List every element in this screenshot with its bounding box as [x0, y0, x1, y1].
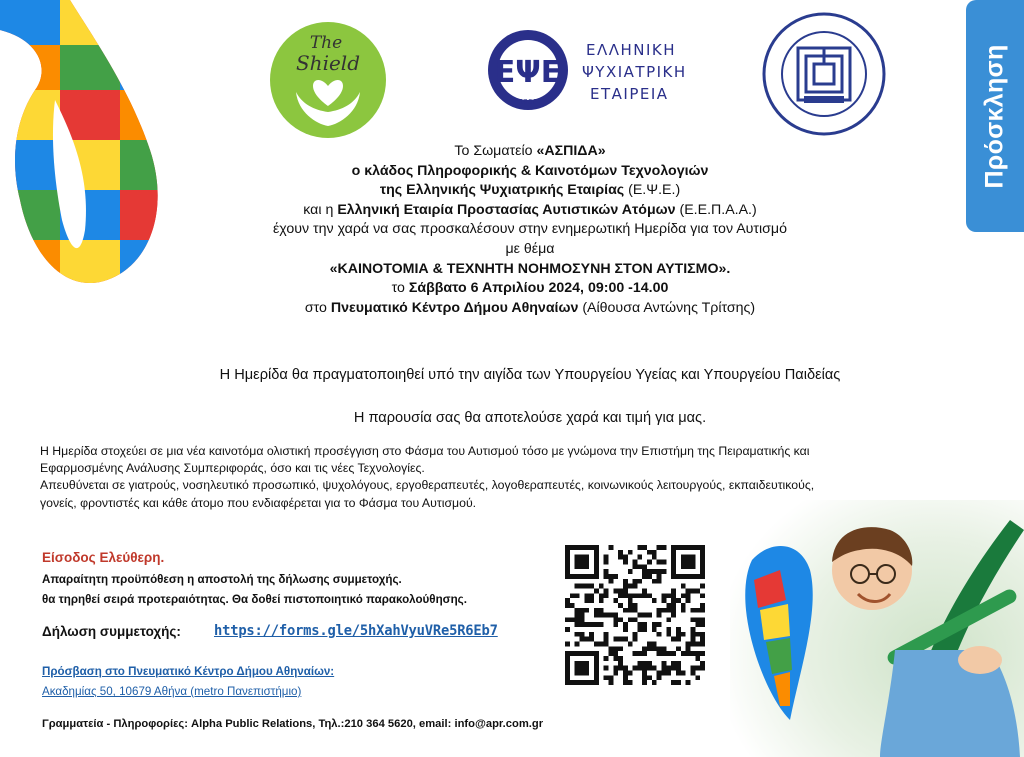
- intro-line-2: ο κλάδος Πληροφορικής & Καινοτόμων Τεχνολογιών: [351, 162, 709, 179]
- the-shield-logo: [258, 20, 398, 140]
- registration-requirement: Απαραίτητη προϋπόθεση η αποστολή της δήλωσης συμμετοχής.: [42, 573, 402, 586]
- svg-text:ΨΥΧΙΑΤΡΙΚΗ: ΨΥΧΙΑΤΡΙΚΗ: [582, 63, 687, 81]
- puzzle-ribbon-image: [0, 0, 180, 290]
- svg-text:1986: 1986: [519, 98, 537, 106]
- description-line: γονείς, φροντιστές και κάθε άτομο που ενδιαφέρεται για το Φάσμα του Αυτισμού.: [40, 495, 477, 510]
- child-photo-image: [730, 500, 1024, 757]
- registration-label: Δήλωση συμμετοχής:: [42, 624, 181, 639]
- svg-text:Shield: Shield: [295, 51, 361, 75]
- intro-line-3: της Ελληνικής Ψυχιατρικής Εταιρίας (Ε.Ψ.Ε.): [379, 182, 681, 199]
- hellenic-psychiatric-association-logo: [486, 22, 716, 122]
- description-line: Η Ημερίδα στοχεύει σε μια νέα καινοτόμα ολιστική προσέγγιση στο Φάσμα του Αυτισμού τόσο με γνώμονα την Επιστήμη της Πειραματικής και: [40, 444, 810, 458]
- venue-access-link[interactable]: Πρόσβαση στο Πνευματικό Κέντρο Δήμου Αθηναίων:: [42, 665, 335, 678]
- svg-text:The: The: [309, 33, 343, 53]
- description-line: Απευθύνεται σε γιατρούς, νοσηλευτικό προσωπικό, ψυχολόγους, εργοθεραπευτές, λογοθεραπευτές, κοινωνικούς λειτουργούς, εκπαιδευτικούς,: [40, 478, 815, 493]
- svg-text:ΕΨΕ: ΕΨΕ: [494, 55, 562, 90]
- intro-line-4: και η Ελληνική Εταιρία Προστασίας Αυτιστικών Ατόμων (Ε.Ε.Π.Α.Α.): [303, 201, 757, 218]
- intro-line-6: με θέμα: [505, 240, 555, 257]
- aegis-statement: Η Ημερίδα θα πραγματοποιηθεί υπό την αιγίδα των Υπουργείου Υγείας και Υπουργείου Παιδείας: [219, 367, 841, 383]
- intro-line-1: Το Σωματείο «ΑΣΠΙΔΑ»: [454, 143, 606, 159]
- svg-text:ΕΛΛΗΝΙΚΗ: ΕΛΛΗΝΙΚΗ: [586, 41, 677, 59]
- description-line: Εφαρμοσμένης Ανάλυσης Συμπεριφοράς, όσο και τις νέες Τεχνολογίες.: [40, 461, 425, 476]
- qr-code-image[interactable]: [565, 545, 705, 685]
- event-venue: στο Πνευματικό Κέντρο Δήμου Αθηναίων (Αίθουσα Αντώνης Τρίτσης): [304, 299, 756, 316]
- eepaa-seal-logo: [760, 10, 888, 138]
- invitation-tab: [966, 0, 1024, 232]
- free-entry-label: Είσοδος Ελεύθερη.: [42, 550, 165, 565]
- secretariat-contact: Γραμματεία - Πληροφορίες: Alpha Public Relations, Τηλ.:210 364 5620, email: info@apr.com.gr: [42, 718, 544, 730]
- event-date: το Σάββατο 6 Απριλίου 2024, 09:00 -14.00: [391, 280, 669, 297]
- presence-statement: Η παρουσία σας θα αποτελούσε χαρά και τιμή για μας.: [353, 410, 707, 426]
- intro-line-5: έχουν την χαρά να σας προσκαλέσουν στην ενημερωτική Ημερίδα για τον Αυτισμό: [272, 221, 788, 238]
- venue-address-link[interactable]: Ακαδημίας 50, 10679 Αθήνα (metro Πανεπιστήμιο): [42, 685, 302, 698]
- invitation-intro: [160, 142, 900, 318]
- event-theme: «ΚΑΙΝΟΤΟΜΙΑ & ΤΕΧΝΗΤΗ ΝΟΗΜΟΣΥΝΗ ΣΤΟΝ ΑΥΤΙΣΜΟ».: [329, 260, 731, 277]
- registration-form-link[interactable]: https://forms.gle/5hXahVyuVRe5R6Eb7: [214, 623, 498, 639]
- svg-text:ΕΤΑΙΡΕΙΑ: ΕΤΑΙΡΕΙΑ: [590, 85, 669, 103]
- invitation-tab-label: Πρόσκληση: [980, 43, 1009, 189]
- priority-note: θα τηρηθεί σειρά προτεραιότητας. Θα δοθεί πιστοποιητικό παρακολούθησης.: [42, 593, 467, 606]
